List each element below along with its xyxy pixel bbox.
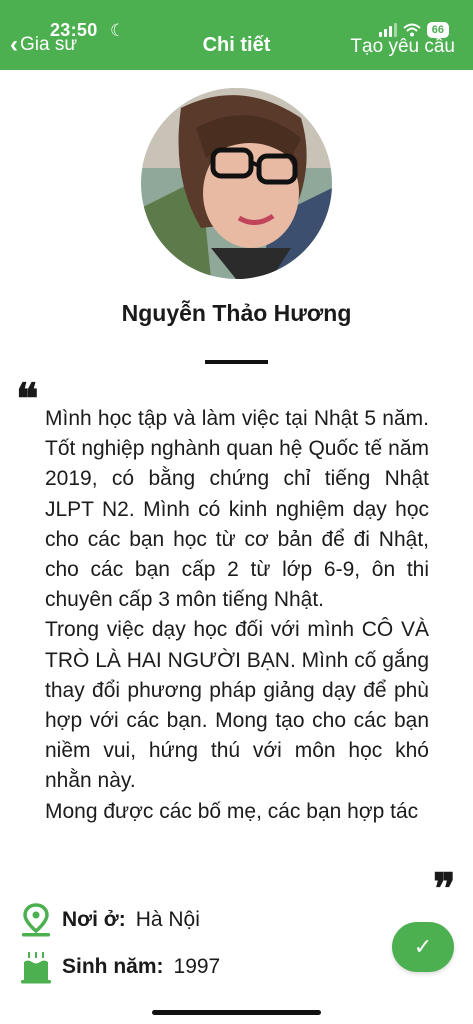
birth-label: Sinh năm: xyxy=(62,955,164,978)
app-header xyxy=(0,0,473,70)
home-indicator xyxy=(152,1010,321,1015)
chevron-left-icon: ‹ xyxy=(10,31,18,58)
map-pin-icon xyxy=(20,903,52,937)
page-title: Chi tiết xyxy=(202,34,271,56)
quote-close-icon: ❞ xyxy=(433,864,456,913)
birth-year-row xyxy=(20,950,220,984)
birth-value: 1997 xyxy=(173,955,221,978)
location-label: Nơi ở: xyxy=(62,908,126,931)
confirm-button[interactable] xyxy=(392,922,454,972)
checkmark-icon: ✓ xyxy=(413,934,433,959)
location-row xyxy=(20,903,200,937)
moon-icon: ☾ xyxy=(110,21,126,40)
battery-indicator: 66 xyxy=(427,22,449,38)
tutor-bio: Mình học tập và làm việc tại Nhật 5 năm. Tốt nghiệp nghành quan hệ Quốc tế năm 2019, có bằng chứng chỉ tiếng Nhật JLPT N2. Mình có kinh nghiệm dạy học cho các bạn học từ cơ bản để đi Nhật, cho các bạn cấp 2 từ lớp 6-9, ôn thi chuyên cấp 3 môn tiếng Nhật. Trong việc dạy học đối với mình CÔ VÀ TRÒ LÀ HAI NGƯỜI BẠN. Mình cố gắng thay đổi phương pháp giảng dạy để phù hợp với các bạn. Mong tạo cho các bạn niềm vui, hứng thú với môn học khó nhằn này. Mong được các bố mẹ, các bạn hợp tác xyxy=(45,407,429,823)
tutor-name: Nguyễn Thảo Hương xyxy=(121,300,352,326)
location-value: Hà Nội xyxy=(135,908,200,931)
status-time: 23:50 xyxy=(50,20,98,40)
quote-open-icon: ❝ xyxy=(16,374,39,423)
birthday-cake-icon xyxy=(20,950,52,984)
divider xyxy=(205,360,268,364)
back-label: Gia sư xyxy=(20,34,78,55)
avatar xyxy=(141,88,332,279)
create-request-button[interactable]: Tạo yêu cầu xyxy=(350,36,455,57)
